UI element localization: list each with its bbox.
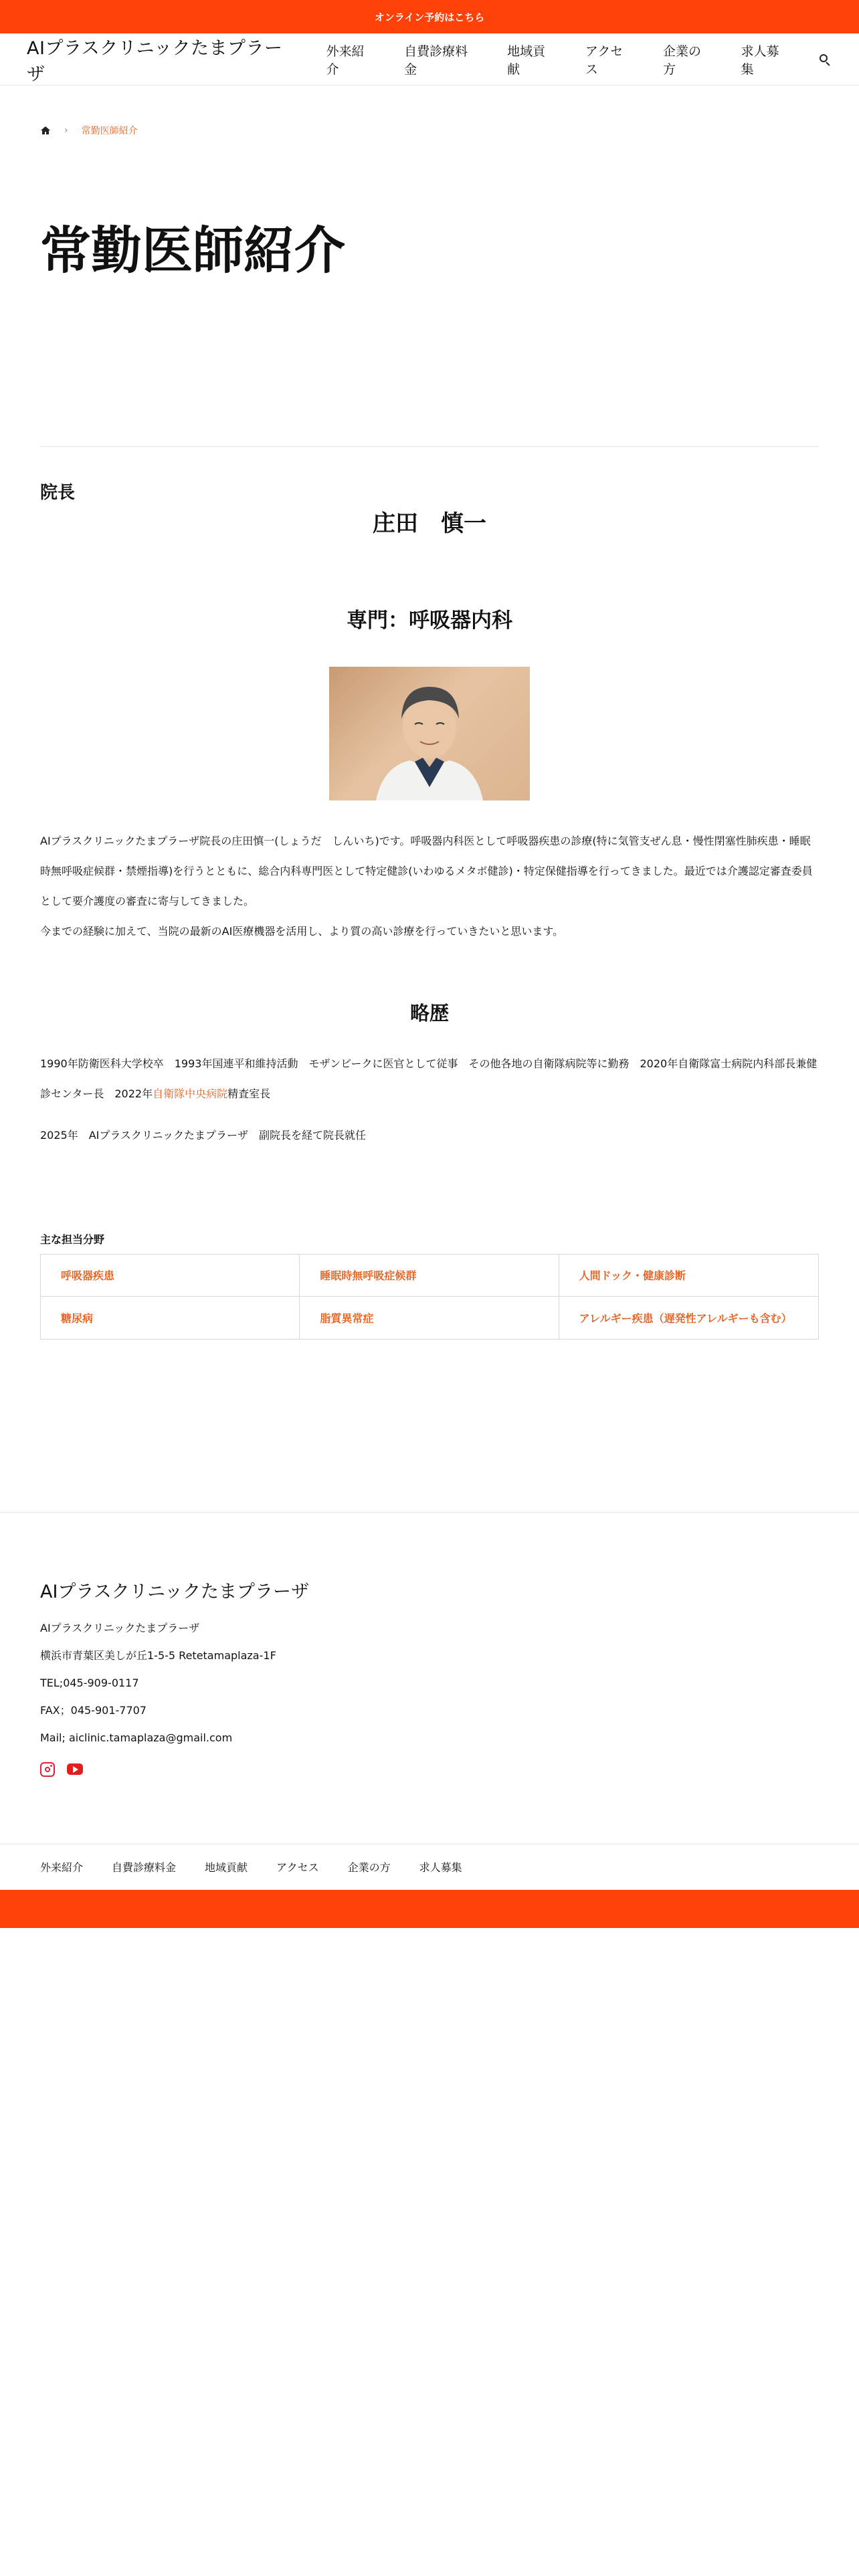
footer-nav-recruit[interactable]: 求人募集: [419, 1861, 462, 1874]
nav-item-recruit[interactable]: 求人募集: [741, 43, 779, 77]
area-dyslipidemia[interactable]: 脂質異常症: [300, 1297, 559, 1339]
online-reservation-banner[interactable]: [0, 0, 859, 33]
career-text-main: 1990年防衛医科大学校卒 1993年国連平和維持活動 モザンビークに医官として従事 その他各地の自衛隊病院等に勤務 2020年自衛隊富士病院内科部長兼健診センター長 2022年: [40, 1057, 818, 1100]
area-sleep-apnea[interactable]: 睡眠時無呼吸症候群: [300, 1255, 559, 1297]
career-2025: 2025年 AIプラスクリニックたまプラーザ 副院長を経て院長就任: [40, 1128, 366, 1142]
footer-fax: FAX；045-901-7707: [40, 1703, 147, 1717]
nav-item-corporate[interactable]: 企業の方: [662, 43, 701, 77]
footer-nav-access[interactable]: アクセス: [276, 1861, 319, 1874]
career-heading: 略歴: [409, 1001, 449, 1025]
footer-nav-outpatient[interactable]: 外来紹介: [40, 1861, 84, 1874]
footer-tel: TEL;045-909-0117: [40, 1676, 139, 1689]
footer-address: 横浜市青葉区美しが丘1-5-5 Retetamaplaza-1F: [40, 1648, 276, 1662]
doctor-photo: [329, 667, 530, 800]
breadcrumb-current: 常勤医師紹介: [81, 126, 138, 136]
content-divider: [40, 446, 819, 447]
footer-nav: [0, 1844, 859, 1890]
area-diabetes[interactable]: 糖尿病: [41, 1297, 300, 1339]
breadcrumb: [0, 117, 859, 144]
youtube-icon[interactable]: [67, 1763, 83, 1775]
chevron-right-icon: ›: [64, 125, 68, 136]
instagram-icon[interactable]: [40, 1762, 55, 1777]
doctor-name: 庄田 慎一: [373, 510, 486, 537]
area-respiratory[interactable]: 呼吸器疾患: [41, 1255, 300, 1297]
bottom-bar: [0, 1890, 859, 1928]
career-text-suffix: 精査室長: [227, 1087, 271, 1100]
doctor-bio: [0, 826, 859, 946]
nav-item-outpatient[interactable]: 外来紹介: [326, 43, 365, 77]
bio-paragraph-2: 今までの経験に加えて、当院の最新のAI医療機器を活用し、より質の高い診療を行っていきたいと思います。: [40, 924, 564, 938]
online-reservation-label[interactable]: オンライン予約はこちら: [374, 11, 485, 23]
site-header: [0, 33, 859, 86]
career-text: [0, 1049, 859, 1109]
main-nav: [298, 41, 832, 78]
bio-paragraph-1: AIプラスクリニックたまプラーザ院長の庄田慎一(しょうだ しんいち)です。呼吸器内科医として呼吸器疾患の診療(特に気管支ぜん息・慢性閉塞性肺疾患・睡眠時無呼吸症候群・禁煙指導)を行うとともに、総合内科専門医として特定健診(いわゆるメタボ健診)・特定保健指導を行ってきました。最近では介護認定審査委員として要介護度の審査に寄与してきました。: [40, 834, 813, 907]
doctor-role: 院長: [40, 482, 76, 503]
search-icon[interactable]: [818, 52, 832, 67]
area-health-checkup[interactable]: 人間ドック・健康診断: [559, 1255, 818, 1297]
footer-mail: Mail; aiclinic.tamaplaza@gmail.com: [40, 1731, 233, 1744]
nav-item-access[interactable]: アクセス: [585, 43, 624, 77]
nav-item-self-pay-fees[interactable]: 自費診療料金: [404, 43, 468, 77]
nav-item-community[interactable]: 地域貢献: [507, 43, 546, 77]
site-footer: [0, 1577, 859, 1777]
specialty-areas-title: 主な担当分野: [40, 1232, 105, 1246]
doctor-specialty: 専門：呼吸器内科: [347, 608, 512, 633]
home-icon[interactable]: [40, 125, 51, 136]
area-allergy[interactable]: アレルギー疾患（遅発性アレルギーも含む）: [579, 1311, 792, 1325]
footer-divider: [0, 1512, 859, 1513]
specialty-areas-table: [40, 1254, 819, 1339]
footer-nav-community[interactable]: 地域貢献: [205, 1861, 248, 1874]
career-link-sdf-central-hospital[interactable]: 自衛隊中央病院: [153, 1087, 228, 1100]
social-links: [40, 1762, 819, 1777]
footer-nav-self-pay-fees[interactable]: 自費診療料金: [112, 1861, 177, 1874]
footer-title[interactable]: AIプラスクリニックたまプラーザ: [40, 1581, 310, 1602]
footer-clinic-name: AIプラスクリニックたまプラーザ: [40, 1621, 200, 1634]
footer-nav-corporate[interactable]: 企業の方: [347, 1861, 391, 1874]
page-title: 常勤医師紹介: [40, 221, 345, 280]
site-title[interactable]: AIプラスクリニックたまプラーザ: [27, 37, 283, 85]
